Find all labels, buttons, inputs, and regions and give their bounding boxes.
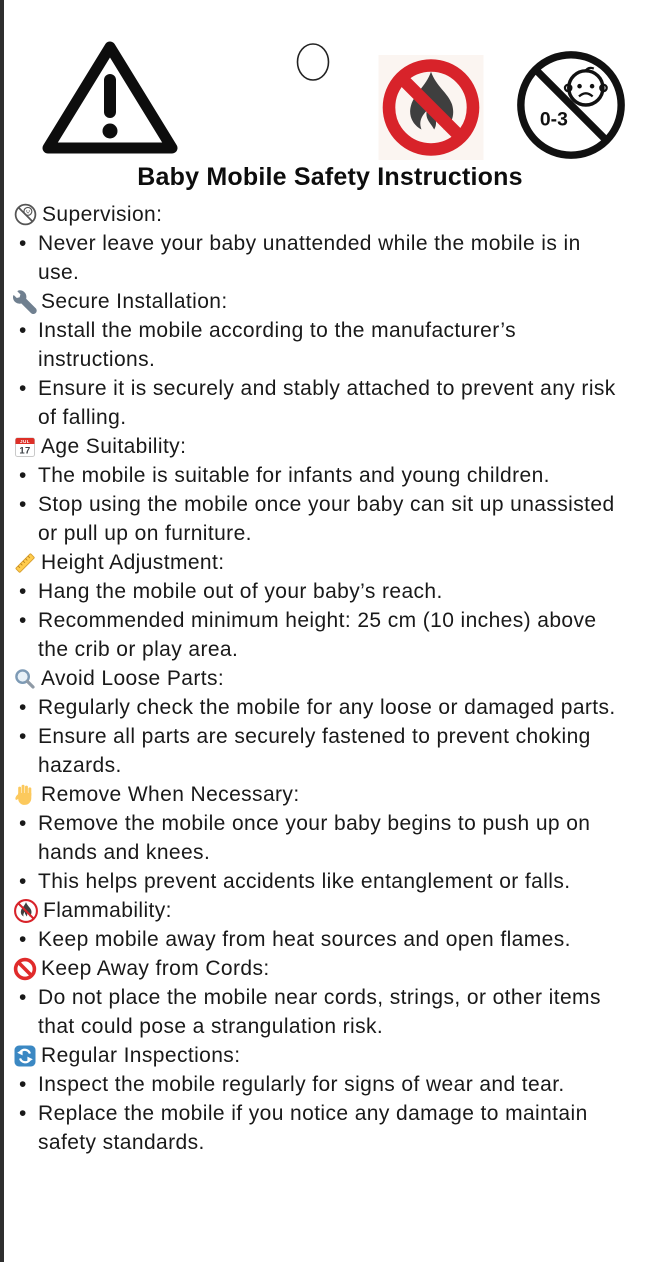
instructions-list — [0, 200, 660, 1157]
bullet-item: • Regularly check the mobile for any loose or damaged parts. — [13, 693, 628, 722]
bullet-item: • Replace the mobile if you notice any damage to maintain safety standards. — [13, 1099, 628, 1157]
ruler-icon — [13, 551, 37, 575]
no-entry-icon — [13, 957, 37, 981]
raised-hand-icon — [13, 783, 37, 807]
section-title: Keep Away from Cords: — [41, 957, 270, 980]
page-left-border — [0, 0, 4, 1262]
bullet-item: • Ensure it is securely and stably attached to prevent any risk of falling. — [13, 374, 628, 432]
section-title: Supervision: — [42, 203, 163, 226]
bullet-item: • Hang the mobile out of your baby’s reach. — [13, 577, 628, 606]
no-baby-icon — [13, 202, 38, 227]
section-title: Remove When Necessary: — [41, 783, 300, 806]
bullet-item: • Inspect the mobile regularly for signs of wear and tear. — [13, 1070, 628, 1099]
bullet-item: • Recommended minimum height: 25 cm (10 inches) above the crib or play area. — [13, 606, 628, 664]
bullet-item: • The mobile is suitable for infants and young children. — [13, 461, 628, 490]
magnifier-icon — [13, 667, 37, 691]
calendar-icon — [13, 435, 37, 459]
bullet-item: • Ensure all parts are securely fastened to prevent choking hazards. — [13, 722, 628, 780]
section-title: Avoid Loose Parts: — [41, 667, 225, 690]
section-keep-away-from-cords — [13, 954, 628, 1041]
age-range-label: 0-3 — [539, 108, 568, 131]
section-title: Height Adjustment: — [41, 551, 225, 574]
section-title: Secure Installation: — [41, 290, 228, 313]
bullet-item: • Remove the mobile once your baby begins to push up on hands and knees. — [13, 809, 628, 867]
no-children-0-3-icon — [510, 48, 632, 162]
section-avoid-loose-parts — [13, 664, 628, 780]
calendar-month-label: JUL — [20, 438, 30, 444]
section-age-suitability — [13, 432, 628, 548]
refresh-icon — [13, 1044, 37, 1068]
section-supervision — [13, 200, 628, 287]
bullet-item: • Stop using the mobile once your baby can sit up unassisted or pull up on furniture. — [13, 490, 628, 548]
bullet-item: • Install the mobile according to the manufacturer’s instructions. — [13, 316, 628, 374]
section-title: Regular Inspections: — [41, 1044, 241, 1067]
section-secure-installation — [13, 287, 628, 432]
no-fire-icon — [13, 898, 39, 924]
section-title: Age Suitability: — [41, 435, 187, 458]
section-height-adjustment — [13, 548, 628, 664]
page-title: Baby Mobile Safety Instructions — [137, 163, 523, 191]
bullet-item: • Do not place the mobile near cords, strings, or other items that could pose a strangulation risk. — [13, 983, 628, 1041]
wrench-icon — [13, 290, 37, 314]
section-regular-inspections — [13, 1041, 628, 1157]
no-open-flames-icon — [378, 55, 484, 160]
bullet-item: • Never leave your baby unattended while the mobile is in use. — [13, 229, 628, 287]
header-symbols — [0, 0, 660, 158]
section-remove-when-necessary — [13, 780, 628, 896]
bullet-item: • This helps prevent accidents like entanglement or falls. — [13, 867, 628, 896]
calendar-day-label: 17 — [19, 445, 31, 457]
bullet-item: • Keep mobile away from heat sources and open flames. — [13, 925, 628, 954]
section-flammability — [13, 896, 628, 954]
circle-outline-icon — [296, 42, 330, 82]
section-title: Flammability: — [43, 899, 172, 922]
warning-triangle-icon — [40, 38, 180, 156]
